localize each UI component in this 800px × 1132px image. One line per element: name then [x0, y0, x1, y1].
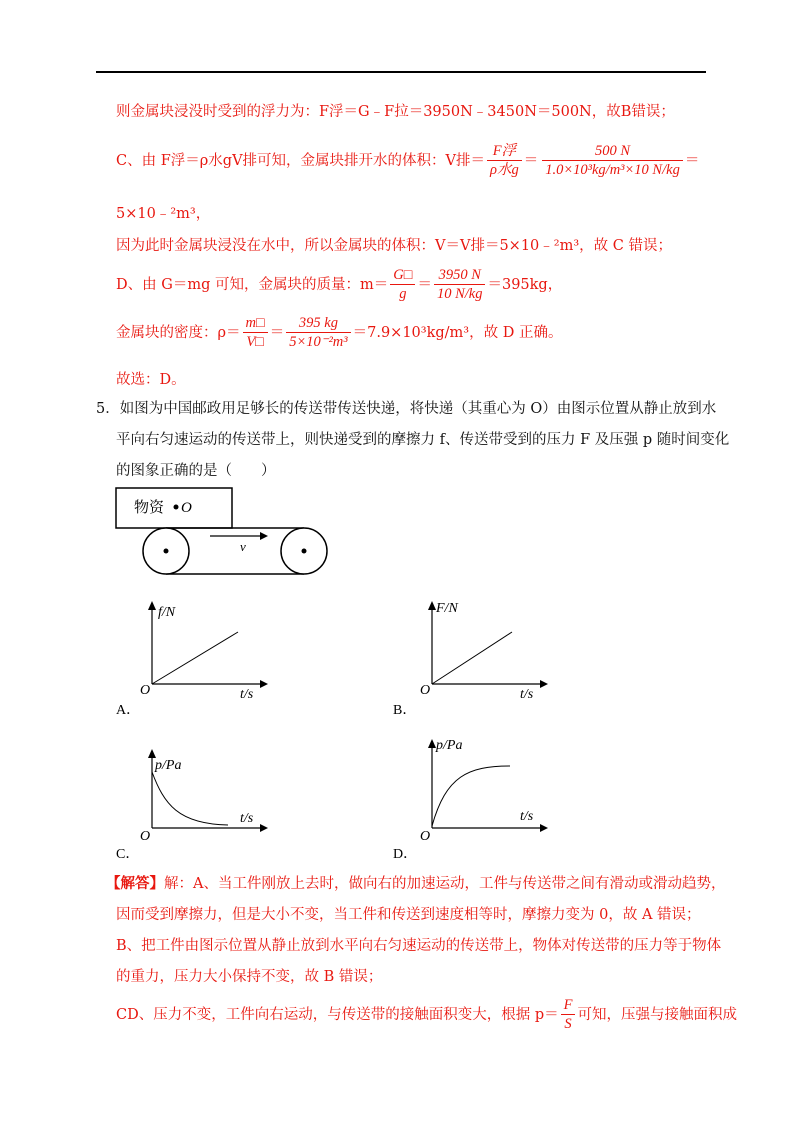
fraction-numerator: 395 kg: [286, 314, 350, 333]
answer-line-4: 的重力，压力大小保持不变，故 B 错误；: [116, 969, 383, 985]
center-label: O: [181, 500, 192, 516]
solution-line-4: 因为此时金属块浸没在水中，所以金属块的体积：V＝V排＝5×10﹣²m³，故 C 错误；: [116, 238, 672, 254]
option-d: D．: [393, 847, 418, 862]
fraction-numerator: F浮: [487, 142, 522, 161]
option-b: B．: [393, 703, 417, 718]
y-axis-label: F/N: [436, 601, 458, 616]
x-axis-label: t/s: [240, 687, 254, 702]
fraction-denominator: ρ水g: [490, 162, 519, 179]
graph-d: [418, 736, 548, 842]
answer-line-3: B、把工件由图示位置从静止放到水平向右匀速运动的传送带上，物体对传送带的压力等于物体: [116, 938, 722, 954]
x-axis-arrow: [260, 680, 268, 688]
origin-label: O: [140, 829, 151, 842]
fraction-denominator: 10 N/kg: [436, 286, 483, 303]
answer-line-5-suffix: 可知，压强与接触面积成: [577, 1006, 737, 1023]
question-line-3: 的图象正确的是（ ）: [116, 463, 276, 479]
question-line-2: 平向右匀速运动的传送带上，则快递受到的摩擦力 f、传送带受到的压力 F 及压强 p 随时间变化: [116, 432, 730, 448]
answer-tag: 【解答】: [106, 875, 164, 892]
option-c: C．: [116, 847, 140, 862]
box-label: 物资: [134, 500, 165, 516]
solution-line-6: 金属块的密度：ρ＝ $\frac{m□}{V□}$ ＝ $\frac{395 kg}{\text{5×10⁻²m³}}$ ＝7.9×10³kg/m³，故 D 正确。: [116, 315, 563, 351]
right-roller-axle: [302, 549, 307, 554]
solution-line-5-suffix: ＝395kg，: [487, 276, 563, 293]
y-axis-arrow: [428, 601, 436, 610]
fraction-denominator: S: [564, 1016, 572, 1033]
solution-line-3: 5×10﹣²m³，: [116, 206, 211, 222]
answer-line-5: [116, 996, 737, 1034]
fraction-f-over-s: [561, 996, 576, 1034]
question-line-1: 5．如图为中国邮政用足够长的传送带传送快递，将快递（其重心为 O）由图示位置从静止放到水: [96, 401, 717, 417]
x-axis-arrow: [260, 824, 268, 832]
y-axis-arrow: [428, 739, 436, 748]
fraction-numerator: 500 N: [542, 142, 683, 161]
solution-line-2-prefix: C、由 F浮＝ρ水gV排可知，金属块排开水的体积：V排＝: [116, 152, 486, 169]
answer-line-2: 因而受到摩擦力，但是大小不变，当工件和传送到速度相等时，摩擦力变为 0，故 A 错误；: [116, 907, 701, 923]
solution-line-5: D、由 G＝mg 可知，金属块的质量：m＝ $\frac{G□}{g}$ ＝ $\frac{3950 N}{10 N/kg}$ ＝395kg，: [116, 267, 563, 303]
x-axis-label: t/s: [240, 811, 254, 826]
x-axis-arrow: [540, 680, 548, 688]
graph-a: [138, 598, 268, 708]
y-axis-label: p/Pa: [155, 758, 182, 773]
origin-label: O: [420, 683, 431, 698]
x-axis-label: t/s: [520, 687, 534, 702]
fraction-395kg-over-volume: [286, 314, 350, 352]
fraction-3950n-over-10nkg: [434, 266, 486, 304]
decay-curve: [152, 772, 228, 825]
answer-line-1: [106, 872, 725, 893]
y-axis-label: p/Pa: [436, 738, 463, 753]
solution-line-2: C、由 F浮＝ρ水gV排可知，金属块排开水的体积：V排＝ $\frac{\text{F浮}}{\text{ρ水g}}$ ＝ $\frac{500 N}{\text{1.0×10³kg/m³×10 N/kg}}$ ＝: [116, 143, 700, 179]
fraction-denominator: 5×10⁻²m³: [289, 334, 348, 351]
graph-b: [418, 598, 548, 708]
x-axis-arrow: [540, 824, 548, 832]
solution-line-5-prefix: D、由 G＝mg 可知，金属块的质量：m＝: [116, 276, 389, 293]
fraction-numerator: m□: [243, 314, 268, 333]
graph-c: [138, 742, 268, 842]
velocity-arrowhead: [260, 532, 268, 540]
origin-label: O: [420, 829, 431, 842]
x-axis-label: t/s: [520, 809, 534, 824]
growth-curve: [432, 766, 510, 826]
answer-line-1-text: 解：A、当工件刚放上去时，做向右的加速运动，工件与传送带之间有滑动或滑动趋势，: [164, 876, 726, 892]
left-roller-axle: [164, 549, 169, 554]
fraction-f-over-rho-g: [487, 142, 522, 180]
solution-line-7: 故选：D。: [116, 372, 186, 388]
header-rule: [96, 71, 706, 73]
fraction-m-over-v: [243, 314, 268, 352]
graph-line: [432, 632, 512, 684]
fraction-denominator: V□: [246, 334, 264, 351]
fraction-500n-over-density: [542, 142, 683, 180]
fraction-numerator: G□: [390, 266, 415, 285]
solution-line-6-prefix: 金属块的密度：ρ＝: [116, 324, 241, 341]
fraction-numerator: 3950 N: [434, 266, 486, 285]
fraction-denominator: 1.0×10³kg/m³×10 N/kg: [545, 162, 680, 179]
fraction-denominator: g: [399, 286, 407, 303]
solution-line-1: 则金属块浸没时受到的浮力为：F浮＝G﹣F拉＝3950N﹣3450N＝500N，故B错误；: [116, 104, 675, 120]
velocity-label: v: [240, 539, 246, 554]
solution-line-6-suffix: ＝7.9×10³kg/m³，故 D 正确。: [352, 324, 563, 341]
y-axis-arrow: [148, 749, 156, 758]
y-axis-arrow: [148, 601, 156, 610]
answer-line-5-prefix: CD、压力不变，工件向右运动，与传送带的接触面积变大，根据 p＝: [116, 1006, 559, 1023]
fraction-g-over-g: [390, 266, 415, 304]
graph-line: [152, 632, 238, 684]
y-axis-label: f/N: [158, 605, 176, 620]
origin-label: O: [140, 683, 151, 698]
option-a: A．: [116, 703, 141, 718]
fraction-numerator: F: [561, 996, 576, 1015]
solution-line-2-suffix: ＝: [684, 152, 700, 169]
center-of-mass-dot: [174, 505, 179, 510]
conveyor-figure: [110, 485, 350, 585]
